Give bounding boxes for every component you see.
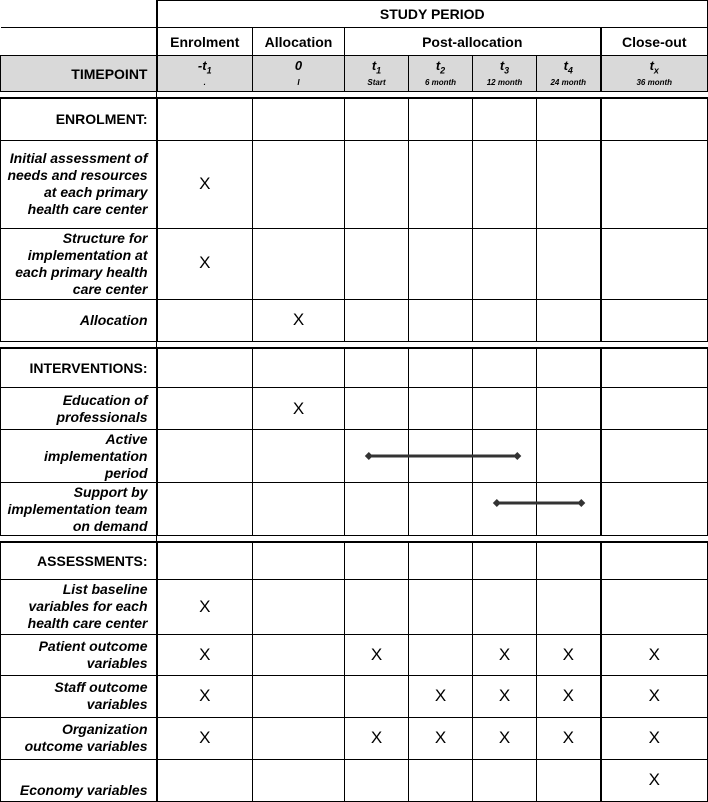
mark: X	[157, 675, 253, 717]
label-organization-outcome: Organization outcome variables	[1, 717, 157, 759]
mark: X	[537, 675, 601, 717]
mark: X	[157, 717, 253, 759]
mark: X	[345, 717, 409, 759]
timepoint-t2: $t_2$ 6 month	[409, 56, 473, 92]
row-support-on-demand	[1, 483, 708, 536]
close-out-header: Close-out	[601, 28, 708, 56]
label-support-on-demand: Support by implementation team on demand	[1, 483, 157, 536]
timepoint-allocation: 0 I	[253, 56, 345, 92]
section-interventions-label: INTERVENTIONS:	[1, 348, 157, 388]
mark: X	[601, 717, 708, 759]
label-staff-outcome: Staff outcome variables	[1, 675, 157, 717]
mark: X	[157, 579, 253, 634]
corner-blank-2	[1, 28, 157, 56]
mark: X	[157, 228, 253, 299]
row-organization-outcome	[1, 717, 708, 759]
mark: X	[537, 634, 601, 675]
label-patient-outcome: Patient outcome variables	[1, 634, 157, 675]
section-enrolment-label: ENROLMENT:	[1, 98, 157, 140]
timepoint-enrolment: $-t_1$ .	[157, 56, 253, 92]
label-economy: Economy variables	[1, 759, 157, 801]
mark: X	[157, 634, 253, 675]
row-active-implementation	[1, 430, 708, 483]
mark: X	[473, 634, 537, 675]
section-interventions-row	[1, 348, 708, 388]
mark: X	[601, 759, 708, 801]
timepoint-label: TIMEPOINT	[1, 56, 157, 92]
mark: X	[537, 717, 601, 759]
timepoint-t1: $t_1$ Start	[345, 56, 409, 92]
mark: X	[409, 717, 473, 759]
enrolment-header: Enrolment	[157, 28, 253, 56]
label-baseline-variables: List baseline variables for each health care center	[1, 579, 157, 634]
section-enrolment-row	[1, 98, 708, 140]
section-assessments-row	[1, 542, 708, 579]
label-allocation: Allocation	[1, 299, 157, 341]
corner-blank	[1, 1, 157, 28]
timepoint-tx: $t_x$ 36 month	[601, 56, 708, 92]
section-assessments-label: ASSESSMENTS:	[1, 542, 157, 579]
row-allocation	[1, 299, 708, 341]
label-initial-assessment: Initial assessment of needs and resources at each primary health care center	[1, 140, 157, 228]
mark: X	[345, 634, 409, 675]
mark: X	[601, 634, 708, 675]
timepoint-t4: $t_4$ 24 month	[537, 56, 601, 92]
label-structure: Structure for implementation at each primary health care center	[1, 228, 157, 299]
study-period-header: STUDY PERIOD	[157, 1, 708, 28]
mark: X	[601, 675, 708, 717]
mark: X	[253, 299, 345, 341]
row-baseline-variables	[1, 579, 708, 634]
row-initial-assessment	[1, 140, 708, 228]
mark: X	[409, 675, 473, 717]
allocation-header: Allocation	[253, 28, 345, 56]
mark: X	[253, 388, 345, 430]
row-structure	[1, 228, 708, 299]
timepoint-t3: $t_3$ 12 month	[473, 56, 537, 92]
label-education: Education of professionals	[1, 388, 157, 430]
post-allocation-header: Post-allocation	[345, 28, 601, 56]
row-staff-outcome	[1, 675, 708, 717]
label-active-implementation: Active implementation period	[1, 430, 157, 483]
row-economy	[1, 759, 708, 801]
row-patient-outcome	[1, 634, 708, 675]
row-education	[1, 388, 708, 430]
mark: X	[473, 717, 537, 759]
mark: X	[473, 675, 537, 717]
mark: X	[157, 140, 253, 228]
